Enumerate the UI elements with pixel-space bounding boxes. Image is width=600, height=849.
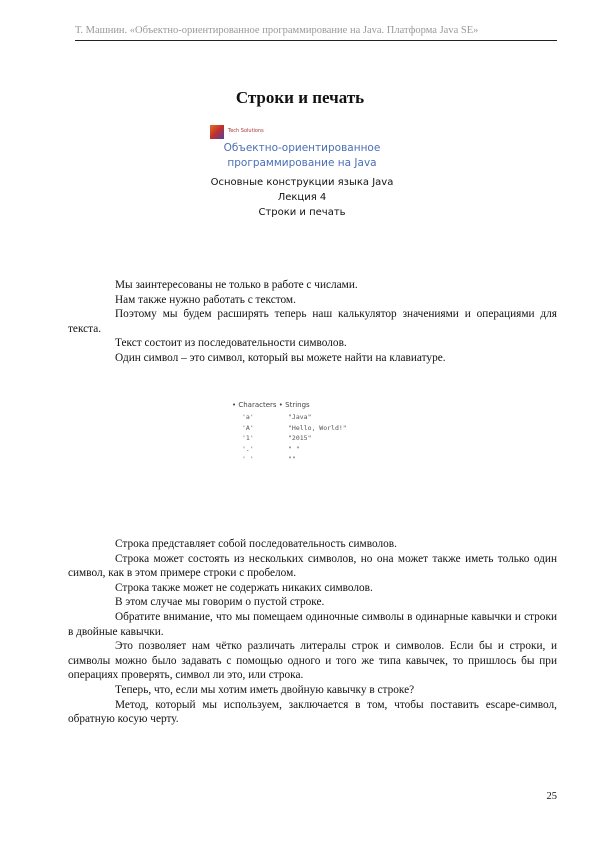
example-row: ' ' "" (242, 455, 296, 463)
paragraph: Текст состоит из последовательности символов. (115, 337, 347, 350)
logo-text: Tech Solutions (228, 128, 264, 134)
logo-icon (210, 125, 224, 139)
example-row: 'a' "Java" (242, 413, 312, 421)
course-title-line2: программирование на Java (227, 157, 377, 169)
paragraph: Строка представляет собой последовательность символов. (115, 538, 397, 550)
body-text-2 (68, 537, 557, 727)
slide-lecture: Лекция 4 (277, 192, 327, 203)
example-row: '.' " " (242, 444, 300, 453)
paragraph: Это позволяет нам чётко различать литералы строк и символов. Если бы и строки, и символы можно было задавать с помощью одного и того же типа кавычек, то пришлось бы при операциях проверять, символ ли это, или строка. (68, 640, 557, 682)
paragraph: Поэтому мы будем расширять теперь наш калькулятор значениями и операциями для текста. (68, 308, 557, 335)
page-number: 25 (546, 791, 557, 802)
paragraph: Мы заинтересованы не только в работе с числами. (115, 279, 358, 291)
characters-strings-slide-image (232, 401, 382, 465)
slide-topic: Строки и печать (258, 207, 346, 218)
course-title-line1: Объектно-ориентированное (223, 142, 381, 154)
section-title: Строки и печать (235, 88, 365, 107)
paragraph: Строка может состоять из нескольких символов, но она может также иметь только один символ, как в этом примере строки с пробелом. (68, 552, 557, 580)
slide-subtitle: Основные конструкции языка Java (210, 177, 394, 188)
paragraph: Один символ – это символ, который вы можете найти на клавиатуре. (115, 351, 446, 364)
paragraph: Обратите внимание, что мы помещаем одиночные символы в одинарные кавычки и строки в двойные кавычки. (68, 610, 557, 638)
example-row: '1' "2015" (242, 434, 312, 442)
body-text-1 (68, 278, 557, 366)
paragraph: В этом случае мы говорим о пустой строке. (115, 596, 325, 609)
example-row: 'A' "Hello, World!" (242, 423, 347, 432)
paragraph: Теперь, что, если мы хотим иметь двойную кавычку в строке? (115, 683, 415, 696)
paragraph: Строка также может не содержать никаких символов. (115, 581, 373, 594)
slide-bullets: • Characters • Strings (232, 401, 310, 409)
paragraph: Метод, который мы используем, заключается в том, чтобы поставить escape-символ, обратную косую черту. (68, 698, 557, 726)
lecture-slide-image (204, 117, 400, 257)
paragraph: Нам также нужно работать с текстом. (115, 293, 296, 306)
running-header: Т. Машнин. «Объектно-ориентированное программирование на Java. Платформа Java SE» (75, 25, 557, 41)
